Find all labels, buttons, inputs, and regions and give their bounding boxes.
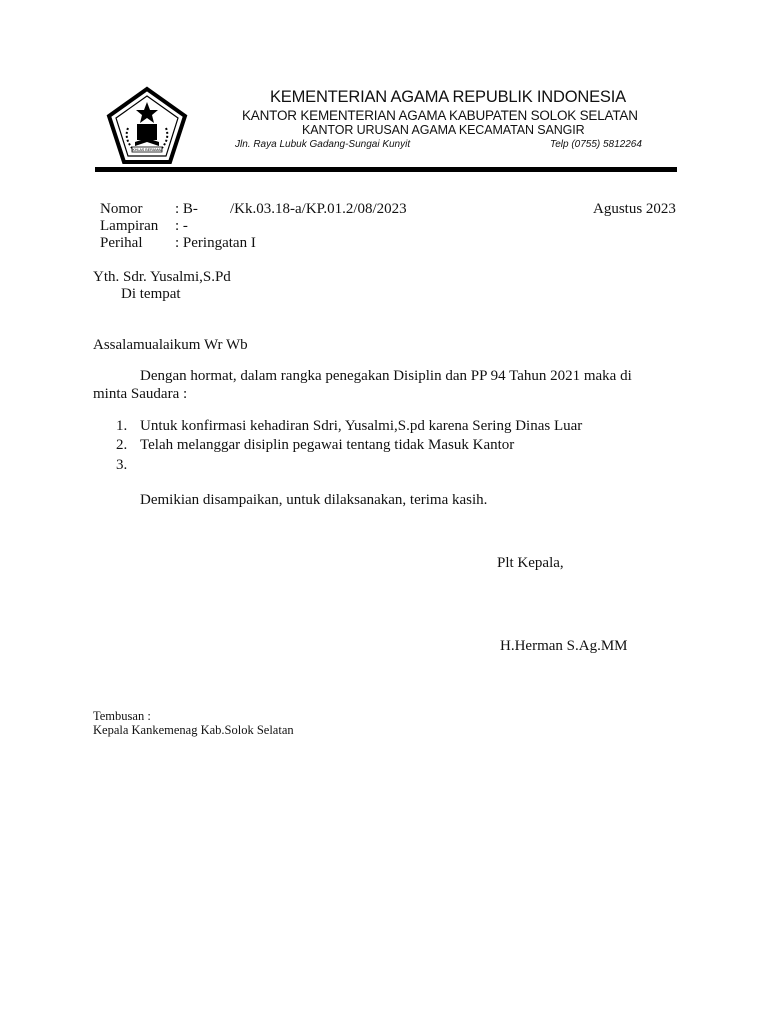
letter-date: Agustus 2023 (593, 201, 676, 217)
paragraph-line-1: Dengan hormat, dalam rangka penegakan Disiplin dan PP 94 Tahun 2021 maka di (140, 368, 632, 384)
greeting: Assalamualaikum Wr Wb (93, 337, 248, 353)
signature-name: H.Herman S.Ag.MM (500, 638, 628, 654)
lampiran-value: : - (175, 218, 188, 234)
letterhead-district-office: KANTOR KEMENTERIAN AGAMA KABUPATEN SOLOK SELATAN (242, 108, 638, 123)
logo-motto: IKHLAS BERAMAL (131, 148, 163, 153)
closing-sentence: Demikian disampaikan, untuk dilaksanakan, terima kasih. (140, 492, 488, 508)
cc-label: Tembusan : (93, 709, 151, 723)
list-item-number: 1. (116, 418, 128, 434)
letterhead-kua-office: KANTOR URUSAN AGAMA KECAMATAN SANGIR (302, 123, 585, 137)
letterhead-divider (95, 167, 677, 172)
list-item-text: Telah melanggar disiplin pegawai tentang tidak Masuk Kantor (140, 437, 515, 453)
lampiran-label: Lampiran (100, 218, 159, 234)
list-item-number: 2. (116, 437, 128, 453)
cc-recipient: Kepala Kankemenag Kab.Solok Selatan (93, 723, 294, 737)
nomor-value: /Kk.03.18-a/KP.01.2/08/2023 (230, 201, 407, 217)
recipient-name: Yth. Sdr. Yusalmi,S.Pd (93, 269, 231, 285)
letterhead-phone: Telp (0755) 5812264 (550, 139, 642, 150)
letterhead-address: Jln. Raya Lubuk Gadang-Sungai Kunyit (235, 139, 411, 150)
list-item-text: Untuk konfirmasi kehadiran Sdri, Yusalmi,S.pd karena Sering Dinas Luar (140, 418, 583, 434)
letterhead-ministry: KEMENTERIAN AGAMA REPUBLIK INDONESIA (270, 88, 626, 106)
ministry-logo (106, 86, 188, 166)
perihal-label: Perihal (100, 235, 143, 251)
signature-title: Plt Kepala, (497, 555, 564, 571)
nomor-label: Nomor (100, 201, 143, 217)
perihal-value: : Peringatan I (175, 235, 256, 251)
list-item-number: 3. (116, 457, 128, 473)
recipient-place: Di tempat (121, 286, 181, 302)
paragraph-line-2: minta Saudara : (93, 386, 188, 402)
nomor-prefix: : B- (175, 201, 198, 217)
